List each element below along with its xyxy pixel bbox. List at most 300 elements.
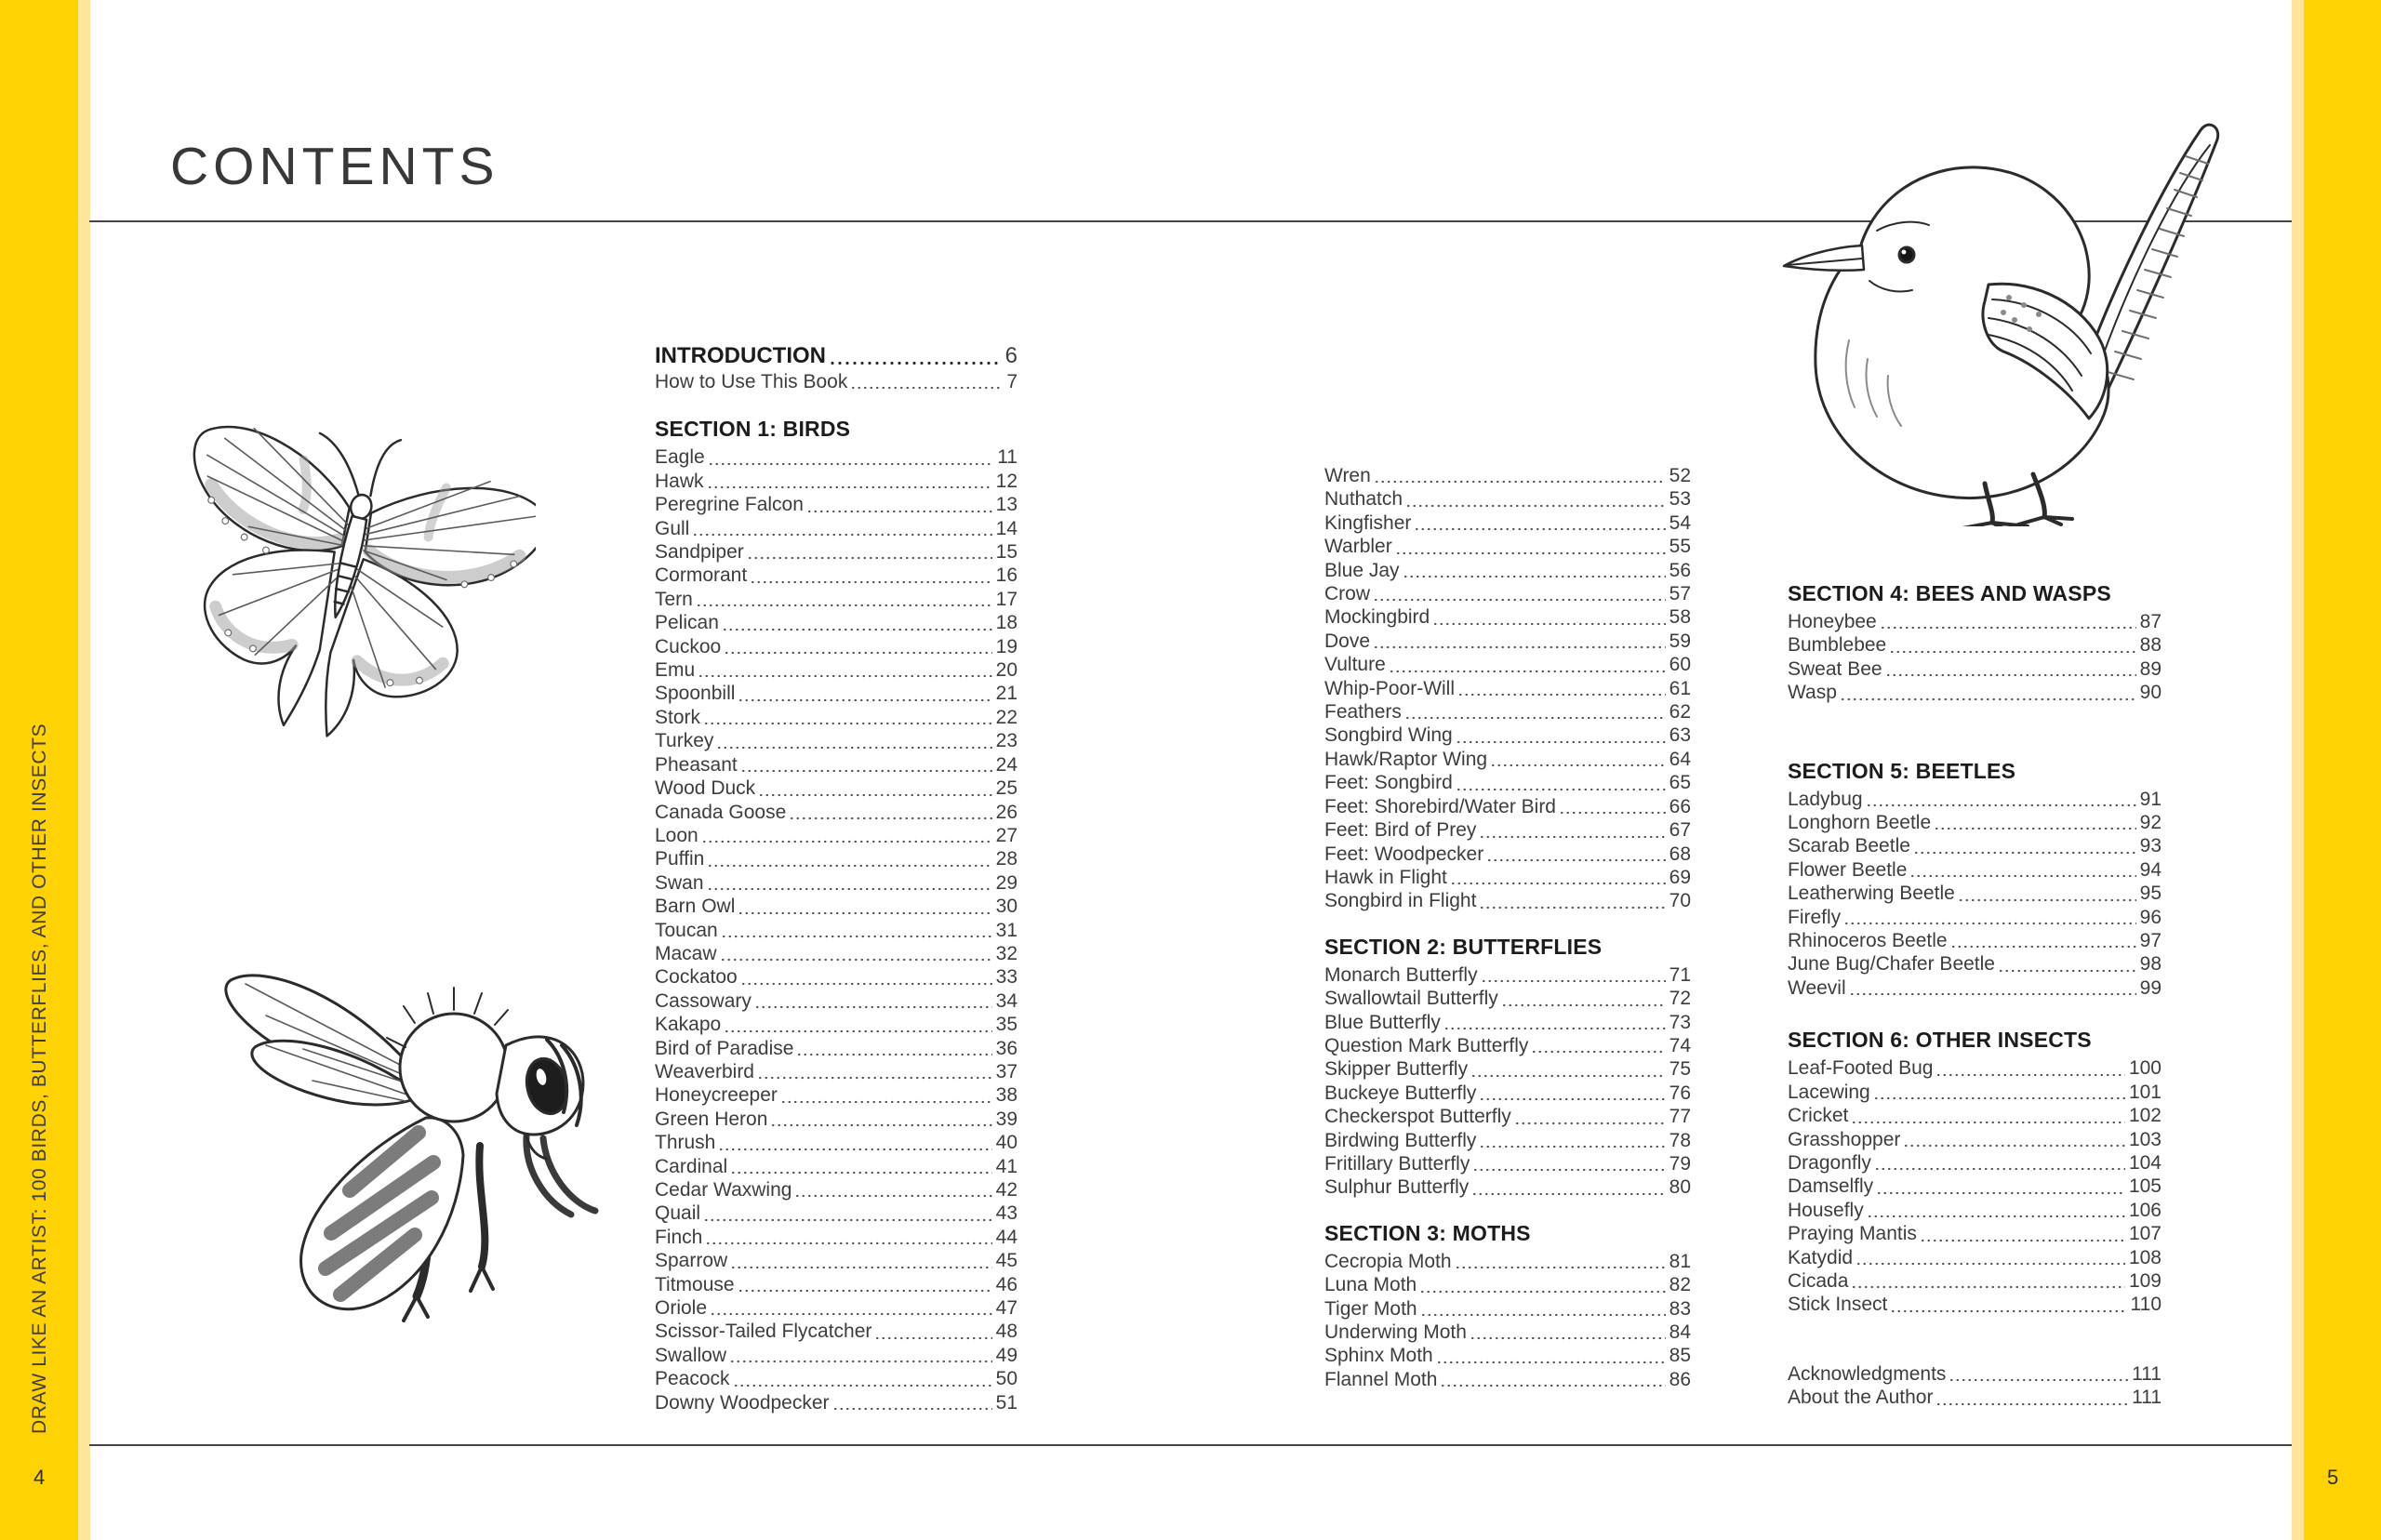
yellow-cover-edge-left-fade (78, 0, 90, 1540)
toc-entry (1788, 633, 2162, 657)
dot-leader (829, 361, 1002, 365)
entry-page-number: 78 (1669, 1129, 1691, 1151)
dot-leader (1920, 1239, 2125, 1242)
dot-leader (740, 982, 992, 986)
entry-page-number: 17 (995, 588, 1018, 610)
dot-leader (738, 698, 991, 702)
dot-leader (1456, 788, 1666, 791)
entry-label: Stick Insect (1788, 1294, 1888, 1316)
toc-entry (655, 706, 1018, 729)
entry-page-number: 76 (1669, 1082, 1691, 1104)
toc-entry (655, 540, 1018, 564)
toc-entry (655, 871, 1018, 895)
dot-leader (832, 1407, 992, 1411)
entry-label: Flower Beetle (1788, 858, 1908, 881)
toc-entry (1324, 559, 1691, 582)
toc-entry (655, 989, 1018, 1013)
dot-leader (1935, 1402, 2128, 1406)
entry-label: Sandpiper (655, 541, 744, 564)
entry-page-number: 39 (995, 1108, 1018, 1130)
dot-leader (707, 864, 991, 868)
entry-page-number: 63 (1669, 724, 1691, 747)
section-1-birds-continued (1324, 464, 1691, 913)
entry-label: Blue Butterfly (1324, 1011, 1441, 1033)
dot-leader (1851, 1121, 2125, 1124)
dot-leader (1934, 827, 2136, 830)
toc-entry (655, 1060, 1018, 1083)
entry-label: Kingfisher (1324, 511, 1412, 534)
toc-entry (1324, 963, 1691, 987)
entry-label: Buckeye Butterfly (1324, 1082, 1477, 1104)
dot-leader (1404, 716, 1666, 720)
entry-page-number: 12 (995, 470, 1018, 492)
entry-page-number: 15 (995, 541, 1018, 564)
entry-page-number: 37 (995, 1060, 1018, 1082)
entry-page-number: 38 (995, 1084, 1018, 1107)
dot-leader (1913, 851, 2136, 855)
entry-label: Turkey (655, 730, 714, 752)
entry-label: Titmouse (655, 1273, 735, 1295)
dot-leader (703, 722, 992, 725)
dot-leader (1420, 1313, 1666, 1317)
entry-page-number: 45 (995, 1250, 1018, 1272)
entry-page-number: 57 (1669, 583, 1691, 605)
dot-leader (1403, 575, 1666, 578)
dot-leader (738, 911, 991, 915)
dot-leader (1395, 551, 1666, 555)
section-2-butterflies (1324, 933, 1691, 1200)
toc-entry (1324, 1034, 1691, 1057)
page-number-right: 5 (2327, 1466, 2339, 1489)
toc-entry (1788, 976, 2162, 1000)
dot-leader (1890, 1309, 2126, 1313)
entry-page-number: 60 (1669, 654, 1691, 676)
entry-page-number: 40 (995, 1132, 1018, 1154)
dot-leader (1889, 650, 2135, 654)
dot-leader (724, 1029, 991, 1033)
spine-book-title: DRAW LIKE AN ARTIST: 100 BIRDS, BUTTERFLIES, AND OTHER INSECTS (29, 723, 50, 1434)
dot-leader (747, 556, 992, 560)
toc-entry (655, 942, 1018, 965)
entry-page-number: 32 (995, 942, 1018, 964)
entry-label: Honeycreeper (655, 1084, 778, 1107)
section-heading: SECTION 4: BEES AND WASPS (1788, 581, 2111, 605)
entry-page-number: 25 (995, 777, 1018, 800)
section-heading: SECTION 6: OTHER INSECTS (1788, 1028, 2092, 1053)
entry-label: Weevil (1788, 976, 1846, 999)
toc-entry (655, 611, 1018, 634)
toc-entry (1788, 1175, 2162, 1198)
entry-label: Cedar Waxwing (655, 1179, 792, 1201)
toc-column-2 (1324, 464, 1691, 1391)
dot-leader (1949, 1378, 2128, 1382)
toc-entry (1788, 1222, 2162, 1245)
entry-page-number: 86 (1669, 1368, 1691, 1390)
entry-label: Peacock (655, 1368, 730, 1390)
section-heading: SECTION 5: BEETLES (1788, 758, 2016, 783)
entry-label: Nuthatch (1324, 488, 1403, 511)
entry-page-number: 111 (2132, 1387, 2162, 1409)
dot-leader (722, 628, 992, 631)
dot-leader (770, 1123, 991, 1127)
dot-leader (850, 386, 1003, 390)
entry-label: Stork (655, 706, 701, 728)
entry-page-number: 46 (995, 1273, 1018, 1295)
entry-page-number: 27 (995, 824, 1018, 846)
dot-leader (1909, 874, 2135, 878)
entry-page-number: 100 (2128, 1057, 2162, 1080)
toc-entry (1788, 1386, 2162, 1409)
entry-page-number: 97 (2139, 930, 2162, 952)
entry-page-number: 96 (2139, 906, 2162, 928)
entry-label: Hawk/Raptor Wing (1324, 748, 1488, 770)
toc-entry (1788, 1056, 2162, 1080)
dot-leader (874, 1336, 991, 1340)
entry-page-number: 67 (1669, 819, 1691, 842)
toc-entry (655, 1037, 1018, 1060)
dot-leader (720, 958, 992, 962)
toc-entry (1324, 771, 1691, 794)
entry-page-number: 11 (997, 446, 1018, 469)
toc-entry (1324, 1105, 1691, 1128)
entry-page-number: 107 (2128, 1223, 2162, 1245)
dot-leader (707, 485, 992, 489)
toc-entry (655, 1391, 1018, 1414)
toc-entry (655, 1367, 1018, 1390)
toc-entry (1788, 657, 2162, 681)
entry-page-number: 71 (1669, 963, 1691, 986)
toc-entry (655, 635, 1018, 658)
toc-entry (1788, 1128, 2162, 1151)
dot-leader (1885, 673, 2136, 677)
entry-label: Swan (655, 871, 704, 894)
entry-page-number: 58 (1669, 606, 1691, 629)
entry-label: Whip-Poor-Will (1324, 677, 1456, 699)
yellow-cover-edge-right-fade (2292, 0, 2304, 1540)
dot-leader (1479, 1145, 1665, 1148)
toc-entry (1788, 811, 2162, 834)
toc-entry (655, 658, 1018, 682)
entry-page-number: 34 (995, 989, 1018, 1012)
entry-page-number: 87 (2139, 611, 2162, 632)
dot-leader (701, 840, 992, 843)
section-1-birds (655, 415, 1018, 1414)
entry-page-number: 20 (995, 659, 1018, 682)
toc-entry (1324, 843, 1691, 866)
entry-label: Oriole (655, 1297, 708, 1320)
entry-page-number: 85 (1669, 1345, 1691, 1367)
dot-leader (757, 1076, 992, 1080)
toc-entry (1324, 795, 1691, 818)
entry-page-number: 56 (1669, 559, 1691, 581)
toc-entry (655, 1108, 1018, 1131)
entry-label: Honeybee (1788, 611, 1877, 632)
entry-page-number: 88 (2139, 634, 2162, 657)
dot-leader (1440, 1384, 1665, 1387)
toc-entry (1324, 582, 1691, 605)
toc-column-1 (655, 342, 1018, 1414)
back-matter (1788, 1362, 2162, 1410)
dot-leader (789, 816, 991, 820)
dot-leader (721, 935, 992, 938)
entry-page-number: 98 (2139, 953, 2162, 976)
entry-label: Puffin (655, 848, 705, 870)
entry-page-number: 13 (995, 494, 1018, 516)
section-heading: SECTION 1: BIRDS (655, 417, 851, 442)
entry-label: Cockatoo (655, 966, 738, 989)
dot-leader (1373, 598, 1666, 602)
entry-label: Quail (655, 1202, 701, 1225)
entry-label: Dragonfly (1788, 1151, 1871, 1174)
entry-page-number: 89 (2139, 657, 2162, 680)
entry-label: Downy Woodpecker (655, 1391, 830, 1414)
dot-leader (730, 1171, 991, 1175)
dot-leader (1873, 1096, 2125, 1100)
entry-label: Leatherwing Beetle (1788, 883, 1955, 905)
toc-entry (655, 682, 1018, 705)
entry-label: Wasp (1788, 682, 1837, 704)
entry-label: Underwing Moth (1324, 1321, 1467, 1343)
dot-leader (738, 1289, 992, 1293)
dot-leader (1443, 1027, 1666, 1030)
dot-leader (1851, 1285, 2125, 1289)
entry-label: Pelican (655, 612, 719, 634)
entry-label: Songbird Wing (1324, 724, 1453, 747)
toc-entry (655, 847, 1018, 870)
entry-page-number: 62 (1669, 701, 1691, 724)
entry-label: Checkerspot Butterfly (1324, 1106, 1511, 1128)
toc-entry (1788, 1293, 2162, 1316)
horizontal-rule-bottom (89, 1444, 2292, 1446)
toc-entry (1324, 1321, 1691, 1344)
entry-page-number: 50 (995, 1368, 1018, 1390)
entry-label: Firefly (1788, 906, 1842, 928)
toc-entry (655, 588, 1018, 611)
toc-entry (1324, 1368, 1691, 1391)
toc-entry (655, 801, 1018, 824)
toc-entry (655, 1249, 1018, 1272)
toc-entry (655, 517, 1018, 540)
toc-entry (655, 919, 1018, 942)
dot-leader (716, 746, 991, 750)
toc-entry (1788, 834, 2162, 857)
entry-page-number: 16 (995, 564, 1018, 587)
dot-leader (740, 769, 992, 773)
entry-page-number: 47 (995, 1297, 1018, 1320)
dot-leader (733, 1384, 992, 1387)
toc-entry (1324, 1057, 1691, 1081)
toc-entry (655, 1320, 1018, 1343)
entry-label: Cardinal (655, 1155, 728, 1177)
swallowtail-butterfly-illustration (145, 415, 536, 750)
dot-leader (1436, 1361, 1666, 1364)
dot-leader (730, 1266, 991, 1269)
entry-page-number: 43 (995, 1202, 1018, 1225)
dot-leader (1389, 670, 1666, 673)
dot-leader (1455, 1266, 1666, 1269)
entry-page-number: 33 (995, 966, 1018, 989)
entry-label: How to Use This Book (655, 371, 848, 392)
entry-label: June Bug/Chafer Beetle (1788, 953, 1995, 976)
entry-label: Canada Goose (655, 801, 787, 823)
dot-leader (1514, 1122, 1666, 1125)
dot-leader (1849, 992, 2136, 996)
toc-entry (1324, 464, 1691, 487)
entry-page-number: 48 (995, 1321, 1018, 1343)
entry-page-number: 75 (1669, 1058, 1691, 1081)
entry-page-number: 31 (995, 919, 1018, 941)
dot-leader (1958, 898, 2136, 902)
entry-label: Hawk (655, 470, 704, 492)
entry-label: Hawk in Flight (1324, 866, 1447, 888)
entry-label: Vulture (1324, 654, 1386, 676)
dot-leader (1479, 835, 1665, 839)
dot-leader (1374, 480, 1666, 484)
entry-page-number: 49 (995, 1344, 1018, 1366)
entry-page-number: 84 (1669, 1321, 1691, 1343)
toc-entry (1324, 1082, 1691, 1105)
entry-label: Peregrine Falcon (655, 494, 804, 516)
toc-entry (1324, 630, 1691, 653)
entry-label: Songbird in Flight (1324, 890, 1477, 912)
toc-entry (655, 1083, 1018, 1107)
entry-label: Cecropia Moth (1324, 1250, 1452, 1272)
entry-label: Sparrow (655, 1250, 728, 1272)
dot-leader (780, 1100, 992, 1104)
entry-label: About the Author (1788, 1387, 1934, 1409)
entry-label: Skipper Butterfly (1324, 1058, 1469, 1081)
entry-label: Cassowary (655, 989, 752, 1012)
entry-page-number: 110 (2130, 1294, 2162, 1316)
dot-leader (1456, 740, 1666, 744)
toc-entry (1324, 1152, 1691, 1175)
toc-entry (655, 777, 1018, 800)
entry-page-number: 69 (1669, 866, 1691, 888)
dot-leader (1479, 906, 1665, 909)
toc-entry (1324, 1129, 1691, 1152)
toc-entry (1788, 1246, 2162, 1269)
dot-leader (1531, 1050, 1665, 1054)
toc-column-3 (1788, 579, 2162, 1410)
toc-entry (655, 1344, 1018, 1367)
section-5-beetles (1788, 757, 2162, 1001)
entry-page-number: 72 (1669, 988, 1691, 1010)
entry-page-number: 23 (995, 730, 1018, 752)
entry-label: Acknowledgments (1788, 1362, 1947, 1385)
entry-page-number: 21 (995, 683, 1018, 705)
entry-page-number: 79 (1669, 1152, 1691, 1175)
entry-page-number: 51 (995, 1391, 1018, 1414)
entry-label: Fritillary Butterfly (1324, 1152, 1470, 1175)
entry-label: Monarch Butterfly (1324, 963, 1478, 986)
entry-page-number: 74 (1669, 1034, 1691, 1056)
toc-entry (1324, 724, 1691, 747)
honeybee-illustration (126, 926, 629, 1345)
toc-entry (655, 965, 1018, 989)
entry-label: Flannel Moth (1324, 1368, 1438, 1390)
toc-entry (655, 342, 1018, 370)
dot-leader (705, 1241, 991, 1245)
entry-label: Rhinoceros Beetle (1788, 930, 1948, 952)
dot-leader (1490, 763, 1666, 767)
dot-leader (1856, 1262, 2125, 1266)
dot-leader (1880, 626, 2136, 630)
entry-page-number: 82 (1669, 1274, 1691, 1296)
section-6-other-insects (1788, 1026, 2162, 1316)
entry-page-number: 66 (1669, 795, 1691, 817)
entry-label: Gull (655, 517, 690, 539)
toc-entry (1788, 929, 2162, 952)
section-4-bees-and-wasps (1788, 579, 2162, 705)
toc-entry (1788, 1151, 2162, 1175)
entry-page-number: 103 (2128, 1128, 2162, 1150)
toc-entry (1788, 681, 2162, 704)
entry-label: Swallow (655, 1344, 727, 1366)
entry-page-number: 61 (1669, 677, 1691, 699)
entry-page-number: 42 (995, 1179, 1018, 1201)
entry-label: Spoonbill (655, 683, 736, 705)
entry-page-number: 92 (2139, 812, 2162, 834)
dot-leader (1457, 693, 1666, 697)
entry-page-number: 105 (2128, 1175, 2162, 1198)
entry-label: Swallowtail Butterfly (1324, 988, 1498, 1010)
entry-label: Dove (1324, 630, 1371, 652)
entry-label: Feet: Songbird (1324, 772, 1453, 794)
entry-page-number: 6 (1004, 343, 1018, 368)
entry-label: Luna Moth (1324, 1274, 1417, 1296)
toc-entry (1324, 818, 1691, 842)
dot-leader (718, 1148, 991, 1151)
dot-leader (1405, 504, 1666, 508)
toc-entry (655, 1178, 1018, 1201)
entry-label: Cormorant (655, 564, 748, 587)
dot-leader (729, 1360, 992, 1363)
entry-label: Macaw (655, 942, 717, 964)
entry-label: Sweat Bee (1788, 657, 1882, 680)
entry-page-number: 18 (995, 612, 1018, 634)
dot-leader (1373, 645, 1666, 649)
entry-label: Bumblebee (1788, 634, 1887, 657)
toc-entry (1324, 1250, 1691, 1273)
entry-label: Cicada (1788, 1269, 1849, 1292)
dot-leader (1470, 1336, 1666, 1340)
toc-entry (1324, 1273, 1691, 1296)
entry-page-number: 54 (1669, 511, 1691, 534)
toc-entry (1788, 1104, 2162, 1127)
wren-illustration (1765, 108, 2249, 526)
entry-label: Cricket (1788, 1105, 1849, 1127)
entry-label: Leaf-Footed Bug (1788, 1057, 1934, 1080)
entry-label: Thrush (655, 1132, 716, 1154)
toc-entry (655, 824, 1018, 847)
entry-label: Mockingbird (1324, 606, 1430, 629)
dot-leader (1501, 1003, 1666, 1007)
entry-page-number: 109 (2128, 1269, 2162, 1292)
yellow-cover-edge-right (2304, 0, 2381, 1540)
entry-page-number: 95 (2139, 883, 2162, 905)
entry-label: Feathers (1324, 701, 1402, 724)
entry-label: Feet: Woodpecker (1324, 843, 1484, 865)
entry-label: Weaverbird (655, 1060, 754, 1082)
toc-entry (655, 1201, 1018, 1225)
entry-label: Scissor-Tailed Flycatcher (655, 1321, 872, 1343)
toc-entry (655, 1155, 1018, 1178)
dot-leader (794, 1194, 991, 1198)
entry-page-number: 28 (995, 848, 1018, 870)
entry-page-number: 35 (995, 1014, 1018, 1036)
entry-page-number: 68 (1669, 843, 1691, 865)
toc-entry (655, 564, 1018, 587)
